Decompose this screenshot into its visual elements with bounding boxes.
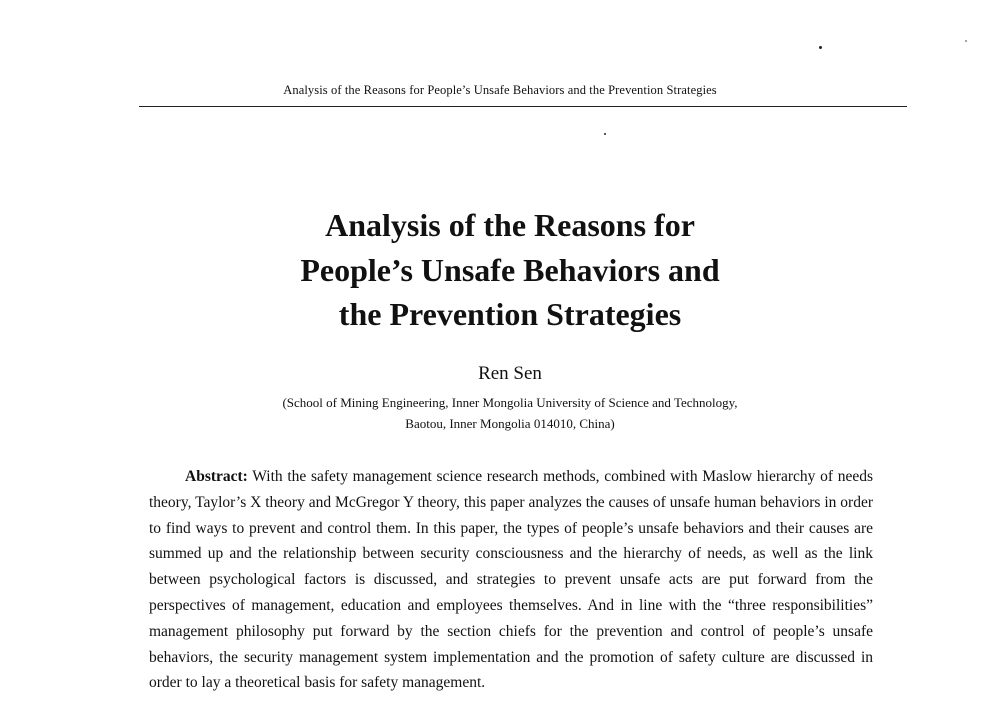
- abstract-paragraph: [149, 464, 873, 696]
- abstract-label: Abstract:: [185, 468, 248, 485]
- scan-speck: [819, 46, 822, 49]
- running-header: Analysis of the Reasons for People’s Unsafe Behaviors and the Prevention Strategies: [283, 83, 717, 97]
- author-affiliation: [150, 392, 870, 434]
- scan-speck: [604, 133, 606, 135]
- title-line-3: the Prevention Strategies: [338, 296, 682, 332]
- affiliation-line-2: Baotou, Inner Mongolia 014010, China): [405, 416, 615, 431]
- scan-speck: [965, 40, 967, 42]
- abstract-text: With the safety management science research methods, combined with Maslow hierarchy of needs theory, Taylor’s X theory and McGregor Y theory, this paper analyzes the causes of unsafe human behaviors in order to find ways to prevent and control them. In this paper, the types of people’s unsafe behaviors and their causes are summed up and the relationship between security consciousness and the hierarchy of needs, as well as the link between psychological factors is discussed, and strategies to prevent unsafe acts are put forward from the perspectives of management, education and employees themselves. And in line with the “three responsibilities” management philosophy put forward by the section chiefs for the prevention and control of people’s unsafe behaviors, the security management system implementation and the promotion of safety culture are discussed in order to lay a theoretical basis for safety management.: [149, 468, 873, 692]
- paper-title: [150, 203, 870, 337]
- header-rule: [139, 106, 907, 107]
- title-line-1: Analysis of the Reasons for: [325, 207, 695, 243]
- author-name: Ren Sen: [478, 363, 542, 384]
- title-line-2: People’s Unsafe Behaviors and: [300, 251, 720, 288]
- affiliation-line-1: (School of Mining Engineering, Inner Mongolia University of Science and Technology,: [282, 395, 738, 410]
